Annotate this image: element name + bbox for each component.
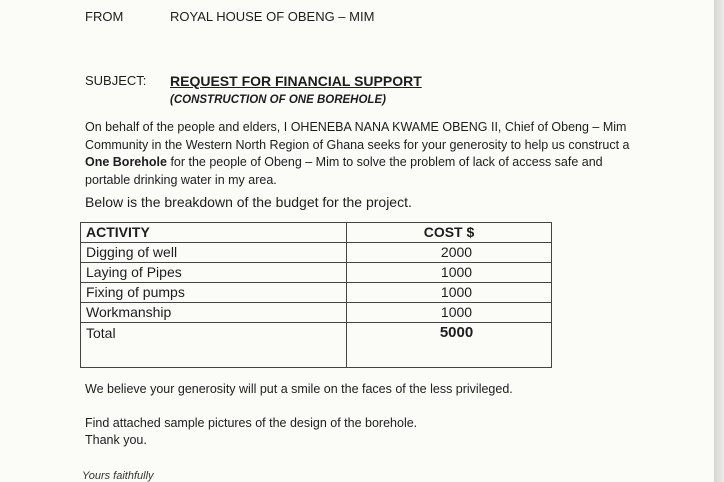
row-activity: Workmanship	[81, 303, 347, 323]
subject-title: REQUEST FOR FINANCIAL SUPPORT	[170, 73, 422, 89]
row-activity: Laying of Pipes	[81, 263, 347, 283]
table-header-row	[81, 223, 552, 243]
closing-attached: Find attached sample pictures of the design of the borehole.	[85, 416, 418, 430]
request-paragraph	[85, 119, 645, 189]
row-cost: 1000	[347, 283, 552, 303]
closing-believe: We believe your generosity will put a smile on the faces of the less privileged.	[85, 382, 513, 396]
from-value: ROYAL HOUSE OF OBENG – MIM	[170, 9, 375, 24]
total-row	[81, 323, 552, 368]
from-label: FROM	[85, 9, 124, 24]
page-edge	[714, 0, 724, 482]
table-row	[81, 303, 552, 323]
activity-header: ACTIVITY	[81, 223, 347, 243]
cost-header: COST $	[347, 223, 552, 243]
budget-table	[80, 222, 552, 368]
subject-label: SUBJECT:	[85, 73, 147, 88]
row-activity: Fixing of pumps	[81, 283, 347, 303]
paragraph-text-end: for the people of Obeng – Mim to solve the problem of lack of access safe and portable drinking water in my area.	[85, 155, 603, 187]
signoff: Yours faithfully	[82, 470, 154, 482]
budget-intro: Below is the breakdown of the budget for the project.	[85, 194, 412, 210]
row-cost: 2000	[347, 243, 552, 263]
row-cost: 1000	[347, 263, 552, 283]
table-row	[81, 243, 552, 263]
paragraph-text-start: On behalf of the people and elders, I OHENEBA NANA KWAME OBENG II, Chief of Obeng – Mim Community in the Western North Region of Ghana seeks for your generosity to help us construct a	[85, 120, 630, 152]
table-row	[81, 283, 552, 303]
total-label: Total	[81, 323, 347, 368]
row-cost: 1000	[347, 303, 552, 323]
subject-subtitle: (CONSTRUCTION OF ONE BOREHOLE)	[170, 94, 386, 106]
table-row	[81, 263, 552, 283]
closing-thanks: Thank you.	[85, 433, 147, 447]
row-activity: Digging of well	[81, 243, 347, 263]
total-value: 5000	[347, 323, 552, 368]
paragraph-bold-text: One Borehole	[85, 155, 167, 169]
